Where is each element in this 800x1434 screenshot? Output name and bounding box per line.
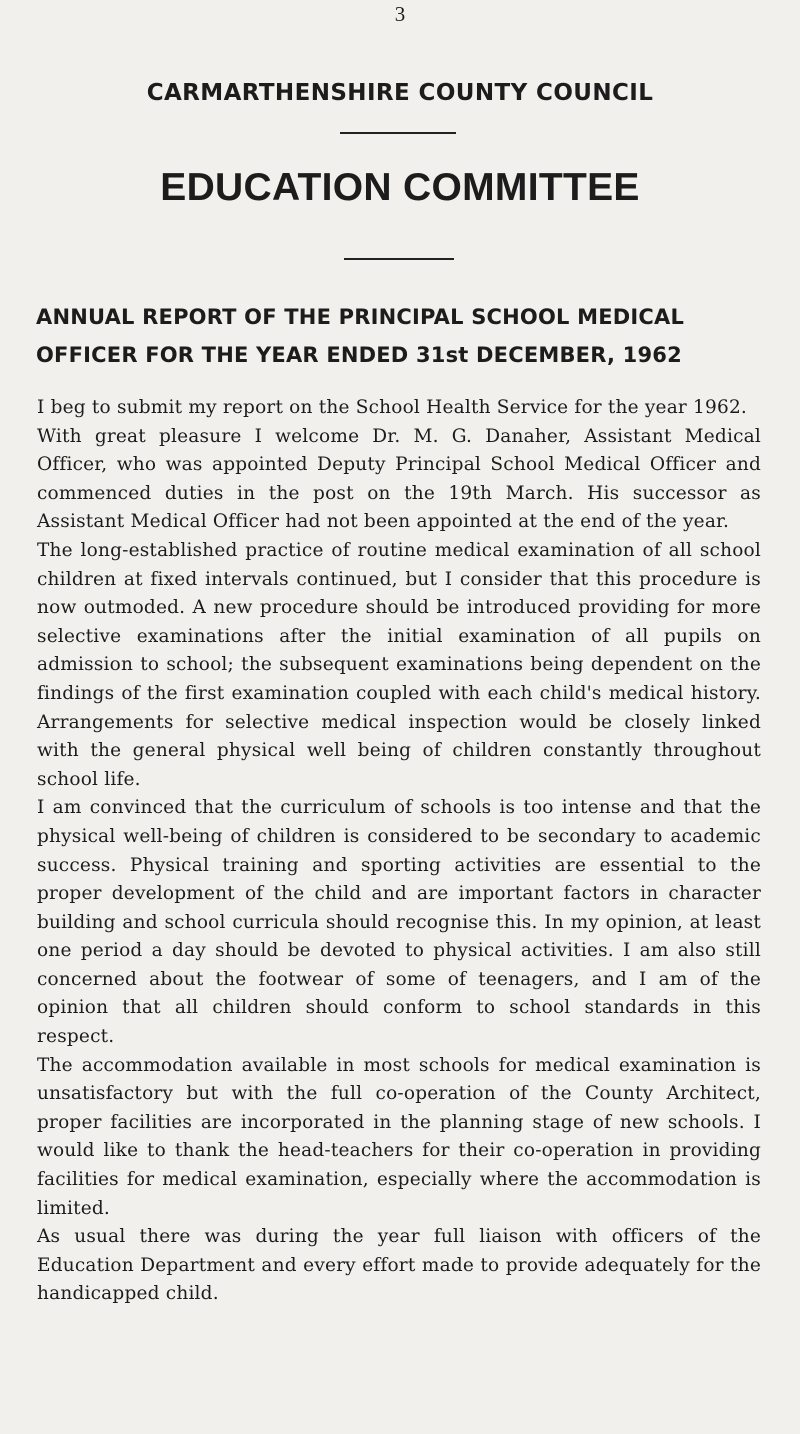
- paragraph-staff: With great pleasure I welcome Dr. M. G. Danaher, Assistant Medical Officer, who was appointed Deputy Principal School Medical Officer and commenced duties in the post on the 19th March. His successor as Assistant Medical Officer had not been appointed at the end of the year.: [37, 425, 761, 533]
- paragraph-curriculum: I am convinced that the curriculum of schools is too intense and that the physical well-being of children is considered to be secondary to academic success. Physical training and sporting activities are essential to the proper development of the child and are important factors in character building and school curricula should recognise this. In my opinion, at least one period a day should be devoted to physical activities. I am also still concerned about the footwear of some of teenagers, and I am of the opinion that all children should conform to school standards in this respect.: [37, 797, 761, 1048]
- paragraph-liaison: As usual there was during the year full liaison with officers of the Education Department and every effort made to provide adequately for the handicapped child.: [37, 1226, 761, 1305]
- heading-divider-bottom: [344, 258, 454, 260]
- paragraph-intro: I beg to submit my report on the School Health Service for the year 1962.: [37, 397, 748, 418]
- council-heading: CARMARTHENSHIRE COUNTY COUNCIL: [146, 80, 654, 106]
- paragraph-examinations: The long-established practice of routine medical examination of all school children at fixed intervals continued, but I consider that this procedure is now outmoded. A new procedure should be introduced providing for more selective examinations after the initial examination of all pupils on admission to school; the subsequent examinations being dependent on the findings of the first examination coupled with each child's medical history. Arrangements for selective medical inspection would be closely linked with the general physical well being of children constantly throughout school life.: [37, 539, 761, 790]
- paragraph-accommodation: The accommodation available in most schools for medical examination is unsatisfactory but with the full co-operation of the County Architect, proper facilities are incorporated in the planning stage of new schools. I would like to thank the head-teachers for their co-operation in providing facilities for medical examination, especially where the accommodation is limited.: [37, 1054, 761, 1219]
- committee-heading: EDUCATION COMMITTEE: [160, 166, 640, 209]
- report-title-line-2: OFFICER FOR THE YEAR ENDED 31st DECEMBER, 1962: [36, 343, 682, 367]
- report-body: [37, 394, 761, 1309]
- heading-divider-top: [340, 132, 456, 134]
- report-title-line-1: ANNUAL REPORT OF THE PRINCIPAL SCHOOL MEDICAL: [36, 305, 685, 329]
- report-title: [36, 298, 766, 374]
- page-number: 3: [394, 2, 406, 26]
